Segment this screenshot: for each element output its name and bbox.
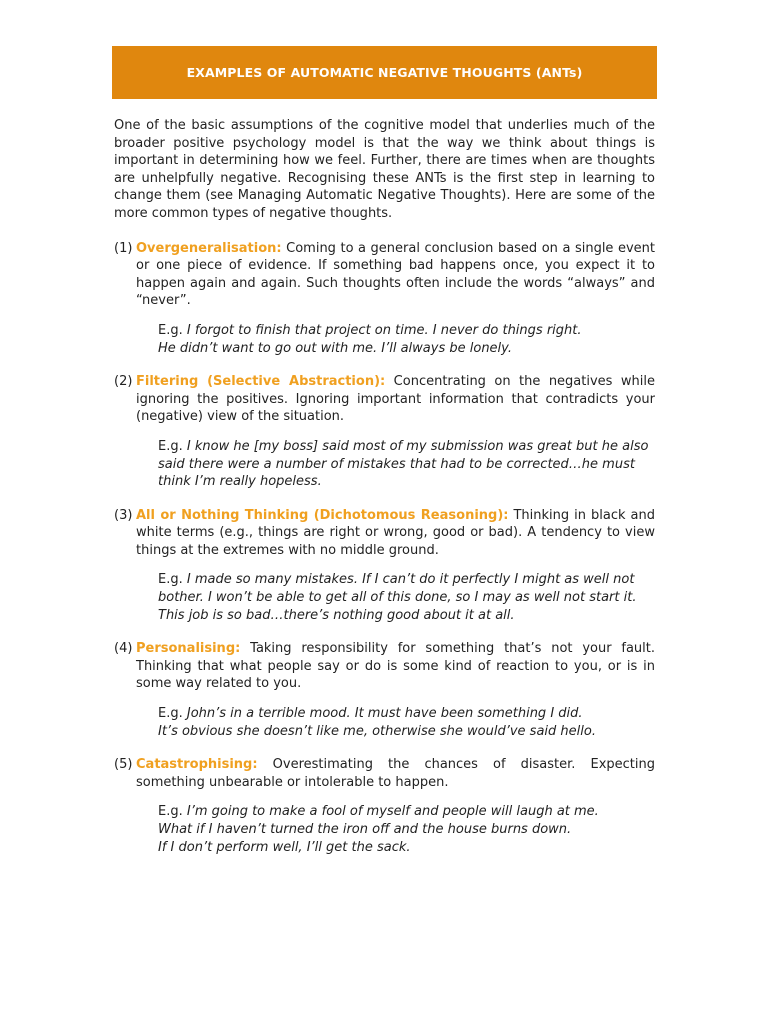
item-term: Personalising: bbox=[136, 641, 241, 657]
item-number: (2) bbox=[114, 374, 133, 390]
example-text: I made so many mistakes. If I can’t do it perfectly I might as well not bother. I won’t be able to get all of this done, so I may as well not start it. bbox=[158, 572, 637, 606]
item-text bbox=[136, 507, 655, 560]
item-description: Concentrating on the negatives while ignoring the positives. Ignoring important information that contradicts your (negative) view of the situation. bbox=[136, 374, 655, 425]
item-number: (5) bbox=[114, 757, 133, 773]
title-banner bbox=[112, 46, 657, 99]
example-line: This job is so bad…there’s nothing good about it at all. bbox=[158, 607, 515, 623]
item-number: (3) bbox=[114, 507, 133, 523]
list-item bbox=[114, 507, 655, 560]
example-text: I’m going to make a fool of myself and people will laugh at me. bbox=[186, 804, 599, 820]
item-term: All or Nothing Thinking (Dichotomous Reasoning): bbox=[136, 507, 509, 523]
example-line bbox=[158, 571, 655, 606]
eg-prefix: E.g. bbox=[158, 572, 187, 588]
list-item bbox=[114, 640, 655, 693]
example-line: It’s obvious she doesn’t like me, otherwise she would’ve said hello. bbox=[158, 723, 596, 739]
example-text: John’s in a terrible mood. It must have been something I did. bbox=[186, 706, 583, 722]
example-line bbox=[158, 803, 655, 821]
list-item bbox=[114, 373, 655, 426]
item-term: Overgeneralisation: bbox=[136, 240, 282, 256]
example-block bbox=[158, 705, 655, 740]
item-number: (4) bbox=[114, 641, 133, 657]
item-term: Catastrophising: bbox=[136, 757, 258, 773]
example-text: I know he [my boss] said most of my submission was great but he also said there were a number of mistakes that had to be corrected…he must think I’m really hopeless. bbox=[158, 438, 649, 490]
eg-prefix: E.g. bbox=[158, 322, 187, 338]
eg-prefix: E.g. bbox=[158, 706, 187, 722]
example-line bbox=[158, 705, 655, 723]
example-block bbox=[158, 322, 655, 357]
example-block bbox=[158, 571, 655, 624]
example-line bbox=[158, 322, 655, 340]
eg-prefix: E.g. bbox=[158, 804, 187, 820]
list-item bbox=[114, 240, 655, 310]
item-number: (1) bbox=[114, 240, 133, 256]
intro-paragraph: One of the basic assumptions of the cognitive model that underlies much of the broader positive psychology model is that the way we think about things is important in determining how we feel. Further, there are times when are thoughts are unhelpfully negative. Recognising these ANTs is the first step in learning to change them (see Managing Automatic Negative Thoughts). Here are some of the more common types of negative thoughts. bbox=[114, 118, 655, 221]
page-title: EXAMPLES OF AUTOMATIC NEGATIVE THOUGHTS (ANTs) bbox=[186, 65, 583, 80]
example-line: What if I haven’t turned the iron off and the house burns down. bbox=[158, 822, 572, 837]
example-line: He didn’t want to go out with me. I’ll always be lonely. bbox=[158, 340, 512, 356]
document-body bbox=[114, 117, 655, 872]
example-block bbox=[158, 438, 655, 491]
example-line: If I don’t perform well, I’ll get the sack. bbox=[158, 839, 411, 855]
example-line bbox=[158, 438, 655, 491]
item-text bbox=[136, 373, 655, 426]
list-item bbox=[114, 756, 655, 791]
item-description: Overestimating the chances of disaster. Expecting something unbearable or intolerable to happen. bbox=[136, 757, 655, 790]
item-description: Thinking in black and white terms (e.g., things are right or wrong, good or bad). A tendency to view things at the extremes with no middle ground. bbox=[136, 507, 655, 558]
item-description: Coming to a general conclusion based on a single event or one piece of evidence. If something bad happens once, you expect it to happen again and again. Such thoughts often include the words “always” and “never”. bbox=[136, 240, 655, 309]
item-text bbox=[136, 240, 655, 310]
example-text: I forgot to finish that project on time. I never do things right. bbox=[186, 322, 582, 338]
item-description: Taking responsibility for something that’s not your fault. Thinking that what people say or do is some kind of reaction to you, or is in some way related to you. bbox=[136, 641, 655, 692]
example-block bbox=[158, 803, 655, 856]
item-term: Filtering (Selective Abstraction): bbox=[136, 374, 386, 390]
eg-prefix: E.g. bbox=[158, 438, 187, 454]
item-text bbox=[136, 640, 655, 693]
item-text bbox=[136, 756, 655, 791]
